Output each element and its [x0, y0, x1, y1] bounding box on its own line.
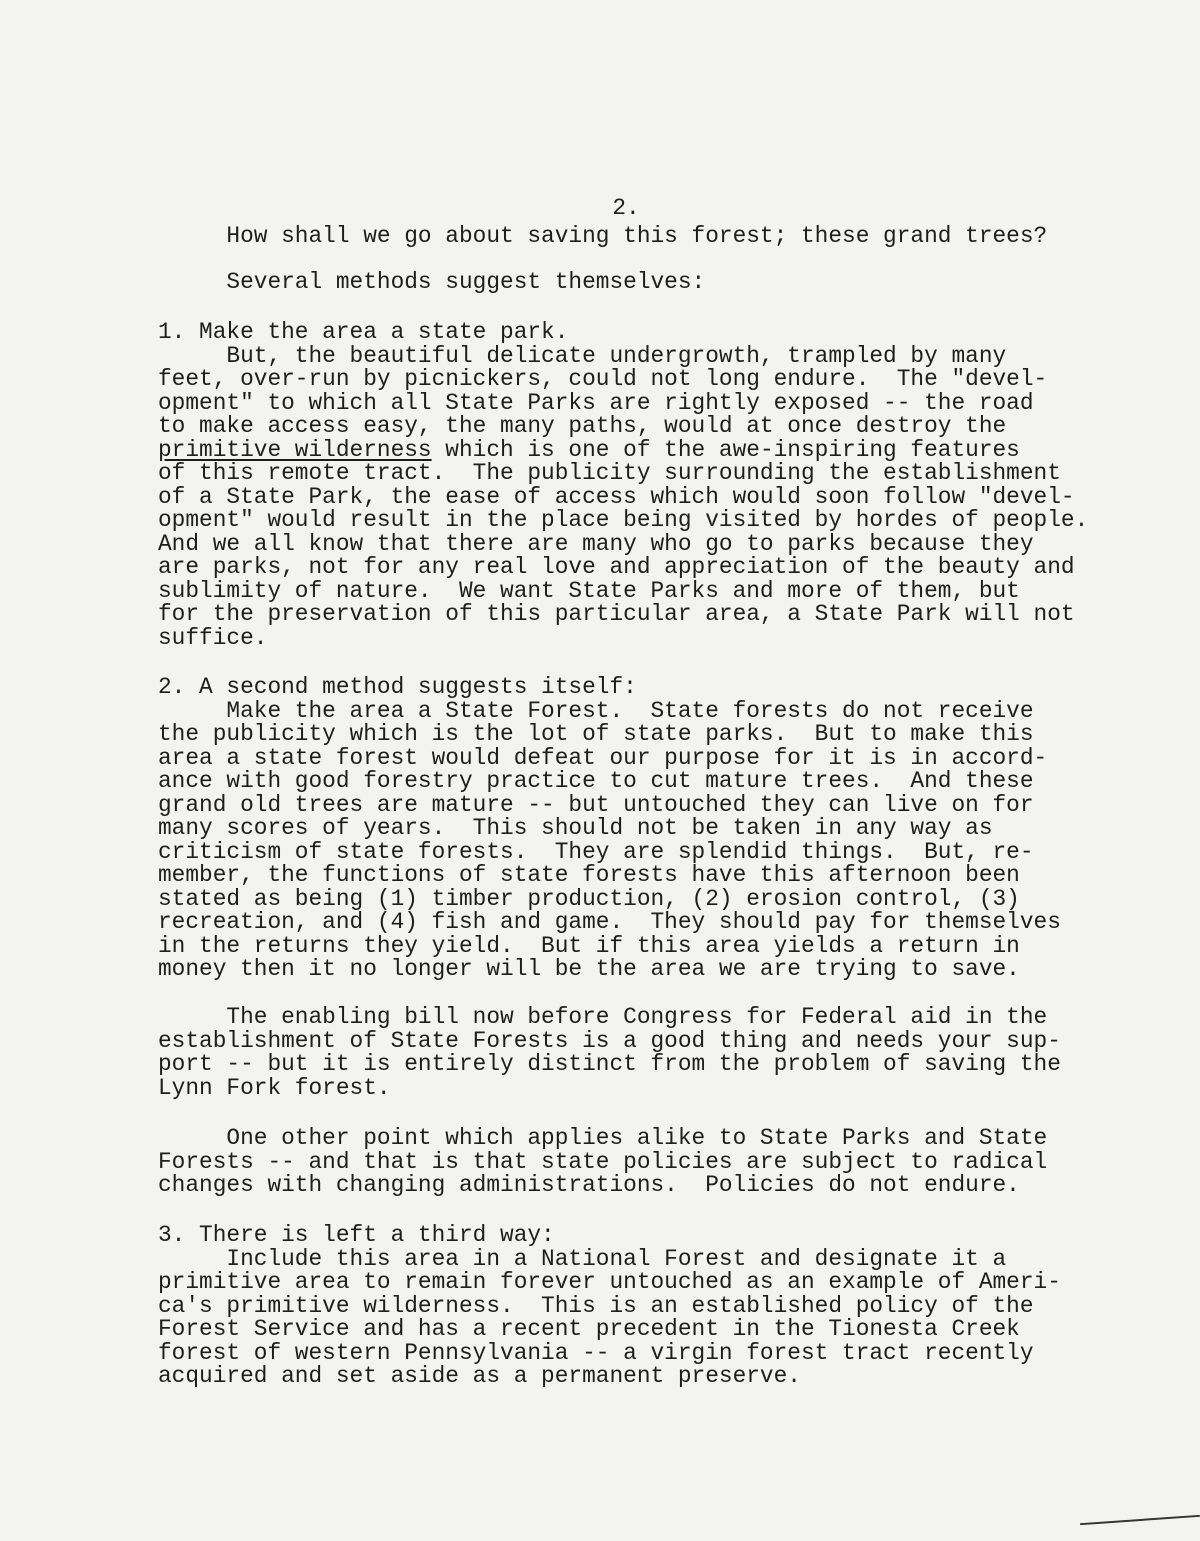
text-line: grand old trees are mature -- but untouched they can live on for — [158, 791, 1034, 818]
underlined-text: primitive wilderness — [158, 436, 432, 463]
text-line: opment" would result in the place being visited by hordes of people. — [158, 507, 1089, 533]
text-line: One other point which applies alike to State Parks and State — [158, 1125, 1048, 1151]
text-line — [158, 436, 1088, 463]
paragraph — [158, 1127, 1047, 1198]
page-number-text: 2. — [612, 194, 640, 221]
text-line: the publicity which is the lot of state parks. But to make this — [158, 721, 1034, 747]
text-line: ca's primitive wilderness. This is an established policy of the — [158, 1292, 1034, 1319]
paragraph — [158, 271, 705, 295]
text-line: But, the beautiful delicate undergrowth, trampled by many — [158, 342, 1007, 369]
text-line: The enabling bill now before Congress for Federal aid in the — [158, 1004, 1048, 1030]
text-line: for the preservation of this particular area, a State Park will not — [158, 601, 1075, 627]
text-line: in the returns they yield. But if this area yields a return in — [158, 932, 1020, 959]
paper-edge-mark — [1080, 1515, 1200, 1525]
text-line: recreation, and (4) fish and game. They should pay for themselves — [158, 909, 1061, 935]
paragraph — [158, 1224, 1061, 1389]
text-line: of this remote tract. The publicity surrounding the establishment — [158, 460, 1061, 486]
text-line: opment" to which all State Parks are rightly exposed -- the road — [158, 389, 1034, 416]
paragraph — [158, 321, 1088, 650]
text-line: How shall we go about saving this forest; these grand trees? — [158, 223, 1048, 249]
text-line: to make access easy, the many paths, would at once destroy the — [158, 413, 1007, 439]
text-line: ance with good forestry practice to cut mature trees. And these — [158, 768, 1034, 794]
text-line: are parks, not for any real love and appreciation of the beauty and — [158, 554, 1075, 580]
text-line: sublimity of nature. We want State Parks and more of them, but — [158, 577, 1020, 604]
text-line: Forest Service and has a recent precedent in the Tionesta Creek — [158, 1316, 1020, 1342]
text-fragment: which is one of the awe-inspiring features — [431, 436, 1020, 463]
paragraph — [158, 676, 1061, 982]
text-line: Make the area a State Forest. State forests do not receive — [158, 697, 1034, 724]
text-line: Lynn Fork forest. — [158, 1074, 391, 1101]
text-line: member, the functions of state forests have this afternoon been — [158, 862, 1020, 888]
text-line: money then it no longer will be the area we are trying to save. — [158, 956, 1020, 982]
text-line: 1. Make the area a state park. — [158, 319, 569, 345]
text-line: suffice. — [158, 624, 268, 651]
text-line: criticism of state forests. They are splendid things. But, re- — [158, 838, 1034, 865]
paragraph — [158, 225, 1047, 249]
text-line: Forests -- and that is that state policies are subject to radical — [158, 1148, 1048, 1175]
text-line: Several methods suggest themselves: — [158, 269, 706, 295]
text-line: 2. A second method suggests itself: — [158, 674, 637, 700]
text-line: stated as being (1) timber production, (2) erosion control, (3) — [158, 885, 1020, 912]
text-line: port -- but it is entirely distinct from the problem of saving the — [158, 1051, 1061, 1077]
text-line: changes with changing administrations. Policies do not endure. — [158, 1172, 1020, 1198]
text-line: acquired and set aside as a permanent preserve. — [158, 1363, 801, 1389]
text-line: many scores of years. This should not be taken in any way as — [158, 815, 993, 841]
text-line: Include this area in a National Forest and designate it a — [158, 1245, 1007, 1272]
text-line: feet, over-run by picnickers, could not long endure. The "devel- — [158, 366, 1048, 392]
text-line: primitive area to remain forever untouched as an example of Ameri- — [158, 1269, 1061, 1295]
text-line: establishment of State Forests is a good thing and needs your sup- — [158, 1027, 1061, 1054]
text-line: forest of western Pennsylvania -- a virgin forest tract recently — [158, 1339, 1034, 1366]
text-line: And we all know that there are many who go to parks because they — [158, 530, 1034, 557]
text-line: area a state forest would defeat our purpose for it is in accord- — [158, 744, 1048, 771]
paragraph — [158, 1006, 1061, 1100]
page-number — [585, 173, 640, 220]
text-line: of a State Park, the ease of access which would soon follow "devel- — [158, 483, 1075, 510]
text-line: 3. There is left a third way: — [158, 1222, 555, 1248]
